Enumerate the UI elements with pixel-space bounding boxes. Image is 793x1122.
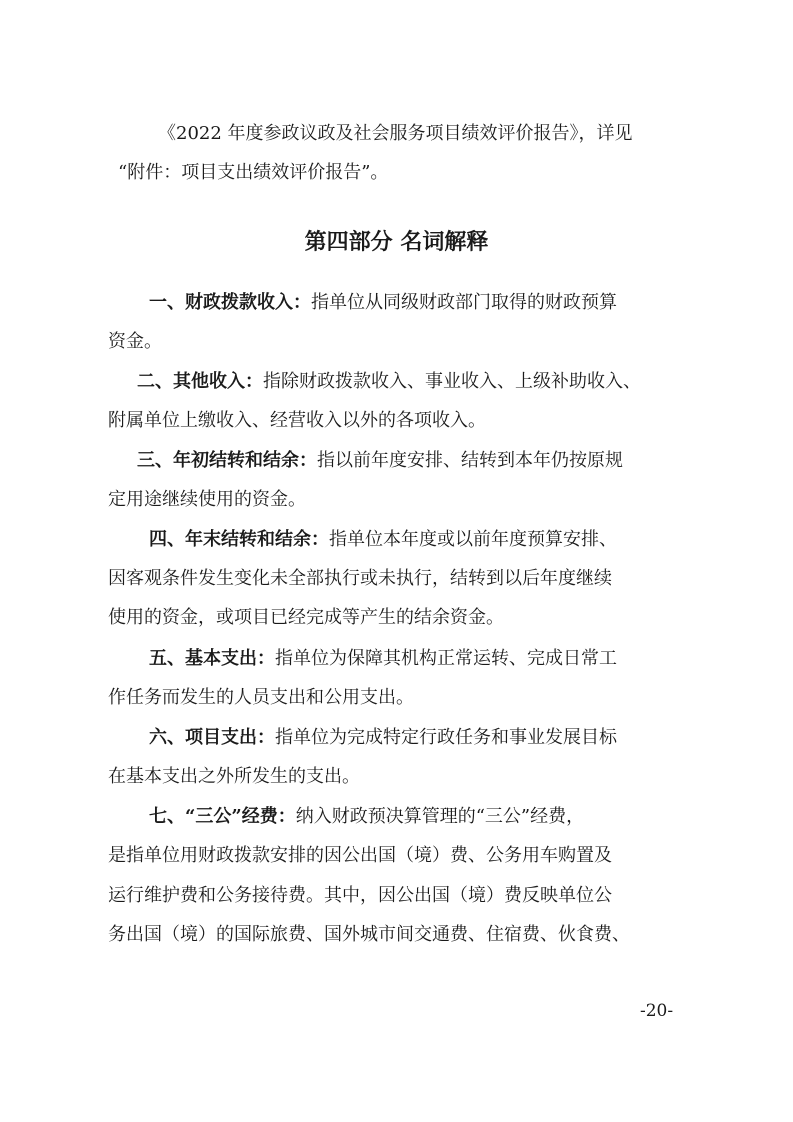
term-6-line-1 <box>149 727 617 749</box>
term-5-line-2: 作任务而发生的人员支出和公用支出。 <box>108 687 414 708</box>
term-3-line-2: 定用途继续使用的资金。 <box>108 489 306 510</box>
term-label: 四、年末结转和结余： <box>149 529 329 550</box>
term-6-line-2: 在基本支出之外所发生的支出。 <box>108 766 360 787</box>
term-4-line-2: 因客观条件发生变化未全部执行或未执行，结转到以后年度继续 <box>108 568 612 589</box>
term-2-line-1 <box>137 371 641 393</box>
term-text: 指单位为完成特定行政任务和事业发展目标 <box>275 727 617 748</box>
term-1-line-2: 资金。 <box>108 331 162 352</box>
page-number: -20- <box>640 1001 674 1021</box>
term-1-line-1 <box>149 292 617 314</box>
term-7-line-3: 运行维护费和公务接待费。其中，因公出国（境）费反映单位公 <box>108 885 612 906</box>
term-3-line-1 <box>137 450 623 472</box>
term-label: 一、财政拨款收入： <box>149 292 311 313</box>
term-7-line-2: 是指单位用财政拨款安排的因公出国（境）费、公务用车购置及 <box>108 845 612 866</box>
term-2-line-2: 附属单位上缴收入、经营收入以外的各项收入。 <box>108 410 486 431</box>
term-text: 指以前年度安排、结转到本年仍按原规 <box>317 450 623 471</box>
term-5-line-1 <box>149 648 617 670</box>
term-text: 指单位从同级财政部门取得的财政预算 <box>311 292 617 313</box>
term-label: 六、项目支出： <box>149 727 275 748</box>
term-label: 二、其他收入： <box>137 371 263 392</box>
term-text: 指单位为保障其机构正常运转、完成日常工 <box>275 648 617 669</box>
term-7-line-4: 务出国（境）的国际旅费、国外城市间交通费、住宿费、伙食费、 <box>108 924 630 945</box>
section-title: 第四部分 名词解释 <box>304 229 489 255</box>
intro-line-2: “附件：项目支出绩效评价报告”。 <box>118 162 389 183</box>
term-text: 纳入财政预决算管理的“三公”经费， <box>295 806 585 827</box>
term-4-line-1 <box>149 529 617 551</box>
term-label: 三、年初结转和结余： <box>137 450 317 471</box>
term-4-line-3: 使用的资金，或项目已经完成等产生的结余资金。 <box>108 607 504 628</box>
term-label: 七、“三公”经费： <box>149 806 296 827</box>
intro-line-1: 《2022 年度参政议政及社会服务项目绩效评价报告》，详见 <box>158 123 633 144</box>
term-7-line-1 <box>149 806 584 828</box>
term-label: 五、基本支出： <box>149 648 275 669</box>
term-text: 指单位本年度或以前年度预算安排、 <box>329 529 617 550</box>
term-text: 指除财政拨款收入、事业收入、上级补助收入、 <box>263 371 641 392</box>
